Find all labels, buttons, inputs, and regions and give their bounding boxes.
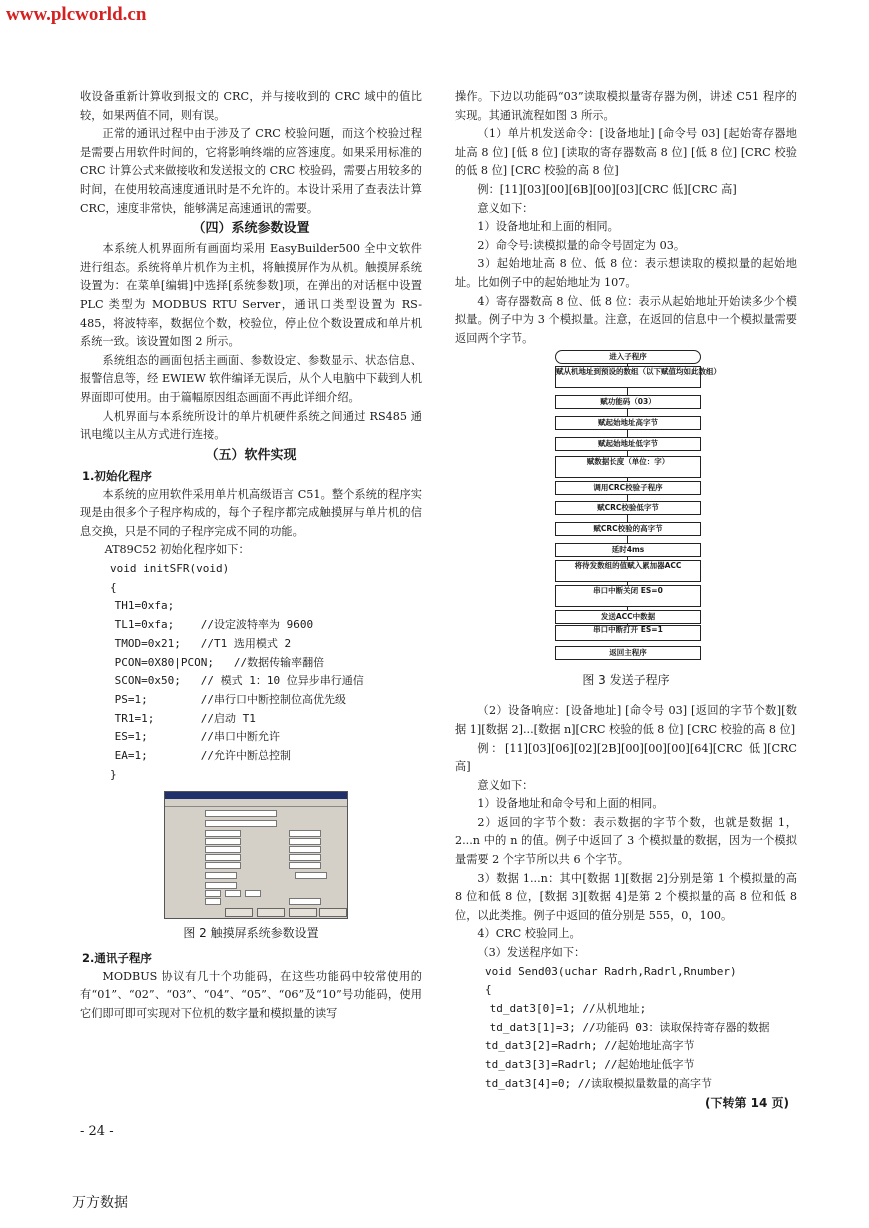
figure-2-dialog-image [164,791,348,919]
paragraph: 1）设备地址和上面的相同。 [477,220,619,234]
code-line: SCON=0x50; // 模式 1：10 位异步串行通信 [108,674,364,688]
paragraph: 人机界面与本系统所设计的单片机硬件系统之间通过 RS485 通讯电缆以主从方式进行连接。 [80,409,422,442]
paragraph: 本系统的应用软件采用单片机高级语言 C51。整个系统的程序实现是由很多个子程序构成的，每个子程序都完成触摸屏与单片机的信息交换，只是不同的子程序完成不同的功能。 [80,487,422,538]
left-column [80,88,422,1023]
paragraph: 收设备重新计算收到报文的 CRC，并与接收到的 CRC 域中的值比较，如果两值不同，则有误。 [80,90,422,122]
continued-note: (下转第 14 页) [704,1095,789,1110]
paragraph: 2）返回的字节个数：表示数据的字节个数，也就是数据 1，2...n 中的 n 的值。例子中返回了 3 个模拟量的数据，因为一个模拟量需要 2 个字节所以共 6 个字节。 [455,815,797,867]
paragraph: 1）设备地址和命令号和上面的相同。 [477,797,664,811]
paragraph: 操作。下边以功能码“03”读取模拟量寄存器为例，讲述 C51 程序的实现。其通讯流程如图 3 所示。 [455,90,797,122]
flow-step: 赋CRC校验低字节 [555,501,701,515]
figure-3-caption: 图 3 发送子程序 [582,673,670,688]
code-line: } [110,767,117,781]
code-line: ES=1; //串口中断允许 [108,730,280,744]
source-label: 万方数据 [72,1195,128,1211]
code-line: td_dat3[3]=Radrl; //起始地址低字节 [485,1058,695,1072]
code-line: TMOD=0x21; //T1 选用模式 2 [108,636,292,650]
paragraph: （2）设备响应：[设备地址] [命令号 03] [返回的字节个数][数据 1][数据 2]...[数据 n][CRC 校验的低 8 位] [CRC 校验的高 8 位] [455,704,797,736]
flow-step: 赋从机地址到预设的数组（以下赋值均如此数组） [555,366,701,388]
subsection-heading: 2.通讯子程序 [82,950,152,965]
flow-step: 赋起始地址高字节 [555,416,701,430]
flow-step: 将待发数组的值赋入累加器ACC [555,560,701,582]
paragraph: 本系统人机界面所有画面均采用 EasyBuilder500 全中文软件进行组态。系统将单片机作为主机，将触摸屏作为从机。触摸屏系统设置为：在菜单[编辑]中选择[系统参数]项，在弹出的对话框中设置 PLC 类型为 MODBUS RTU Server，通讯口类型设置为 RS-485，将波特率，数据位个数，校验位，停止位个数设置成和单片机系统一致。该设置如图 2 所示。 [80,242,422,349]
paragraph: 意义如下： [477,778,534,792]
subsection-heading: 1.初始化程序 [82,468,152,483]
code-line: { [485,983,492,997]
section-heading: （四）系统参数设置 [192,221,310,237]
code-line: void initSFR(void) [110,562,230,576]
paragraph: MODBUS 协议有几十个功能码，在这些功能码中较常使用的有“01”、“02”、“03”、“04”、“05”、“06”及“10”号功能码，使用它们即可即可实现对下位机的数字量和模拟量的读写 [80,969,422,1020]
paragraph: 4）CRC 校验同上。 [477,927,581,941]
code-line: td_dat3[4]=0; //读取模拟量数量的高字节 [485,1076,712,1090]
paragraph: 正常的通讯过程中由于涉及了 CRC 校验问题，而这个校验过程是需要占用软件时间的，它将影响终端的应答速度。如果采用标准的 CRC 计算公式来做接收和发送报文的 CRC 校验码，需要占用较多的时间，在使用较高速度通讯时是不允许的。本设计采用了查表法计算 CRC，速度非常快，能够满足高速通讯的需要。 [80,127,422,215]
paragraph: 2）命令号:读模拟量的命令号固定为 03。 [477,238,686,252]
flow-step: 进入子程序 [555,350,701,364]
code-line: TL1=0xfa; //设定波特率为 9600 [108,618,314,632]
code-intro: AT89C52 初始化程序如下： [104,543,250,557]
code-line: { [110,580,117,594]
paragraph: 系统组态的画面包括主画面、参数设定、参数显示、状态信息、报警信息等，经 EWIEW 软件编译无误后，从个人电脑中下载到人机界面即可使用。由于篇幅原因组态画面不再此详细介绍。 [80,353,422,404]
paragraph: 4）寄存器数高 8 位、低 8 位：表示从起始地址开始读多少个模拟量。例子中为 3 个模拟量。注意，在返回的信息中一个模拟量需要返回两个字节。 [455,294,797,345]
code-line: td_dat3[1]=3; //功能码 03：读取保持寄存器的数据 [483,1020,770,1034]
code-line: PCON=0X80|PCON; //数据传输率翻倍 [108,655,325,669]
flow-step: 串口中断打开 ES=1 [555,625,701,641]
flow-step: 延时4ms [555,543,701,557]
flow-step: 串口中断关闭 ES=0 [555,585,701,607]
code-block [80,560,422,784]
site-watermark: www.plcworld.cn [6,4,147,25]
flow-step: 赋数据长度（单位：字） [555,456,701,478]
code-line: void Send03(uchar Radrh,Radrl,Rnumber) [485,964,737,978]
section-heading: （五）软件实现 [205,447,297,463]
paragraph: （1）单片机发送命令：[设备地址] [命令号 03] [起始寄存器地址高 8 位] [低 8 位] [读取的寄存器数高 8 位] [低 8 位] [CRC 校验的低 8 位] [CRC 校验的高 8 位] [455,127,797,178]
page-number: - 24 - [80,1124,114,1139]
code-line: td_dat3[2]=Radrh; //起始地址高字节 [485,1039,695,1053]
code-line: TH1=0xfa; [108,599,175,613]
code-line: PS=1; //串行口中断控制位高优先级 [108,692,346,706]
paragraph: 3）数据 1...n：其中[数据 1][数据 2]分别是第 1 个模拟量的高 8 位和低 8 位，[数据 3][数据 4]是第 2 个模拟量的高 8 位和低 8 位，以此类推。例子中返回的值分别是 555，0，100。 [455,871,797,922]
flow-step: 赋起始地址低字节 [555,437,701,451]
figure-2-caption: 图 2 触摸屏系统参数设置 [183,925,319,940]
figure-3-flowchart [455,350,797,650]
flow-step: 返回主程序 [555,646,701,660]
code-block [455,963,797,1094]
flow-step: 赋CRC校验的高字节 [555,522,701,536]
code-line: TR1=1; //启动 T1 [108,711,256,725]
paragraph: 例：[11][03][00][6B][00][03][CRC 低][CRC 高] [477,182,737,196]
flow-step: 调用CRC校验子程序 [555,481,701,495]
code-line: td_dat3[0]=1; //从机地址; [483,1002,647,1016]
paragraph: （3）发送程序如下： [477,946,586,960]
flow-step: 发送ACC中数据 [555,610,701,624]
flow-step: 赋功能码（03） [555,395,701,409]
paragraph: 例：[11][03][06][02][2B][00][00][00][64][CRC 低][CRC 高] [455,741,797,774]
right-column [455,88,797,1112]
paragraph: 意义如下： [477,201,534,215]
paragraph: 3）起始地址高 8 位、低 8 位：表示想读取的模拟量的起始地址。比如例子中的起始地址为 107。 [455,257,797,289]
code-line: EA=1; //允许中断总控制 [108,749,291,763]
